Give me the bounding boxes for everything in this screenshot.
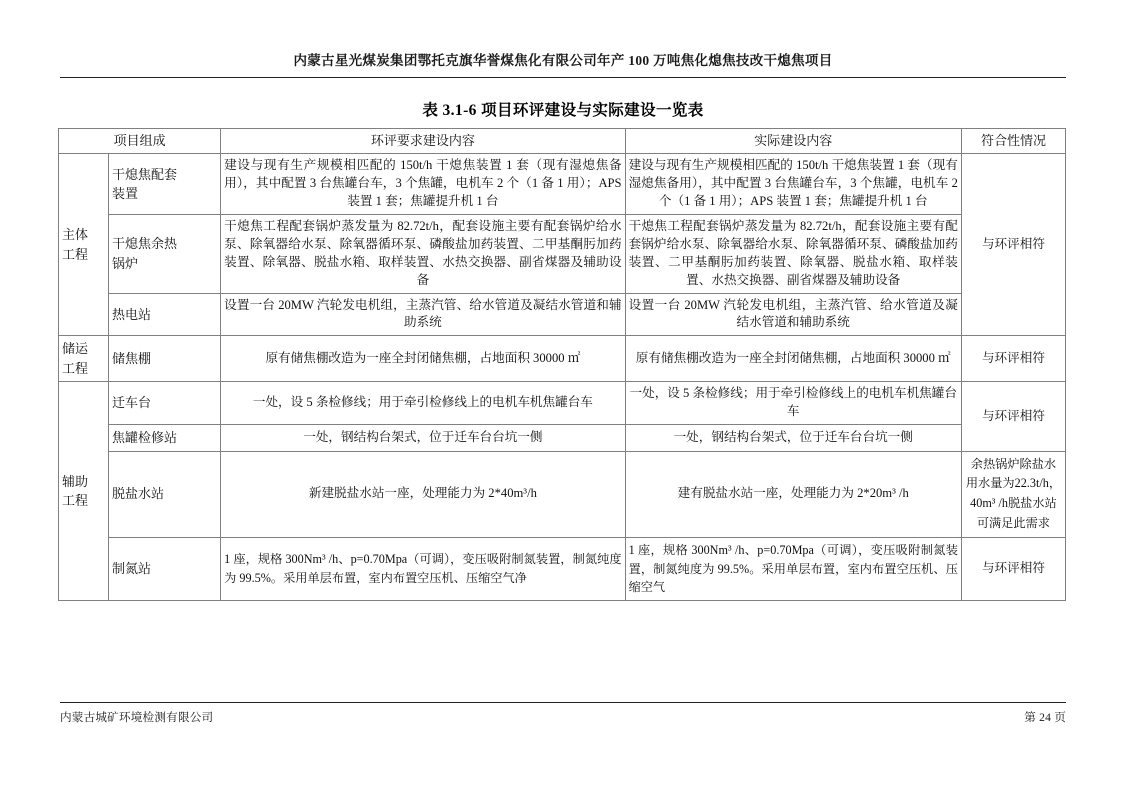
actual-content: 建有脱盐水站一座，处理能力为 2*20m³ /h <box>625 451 961 537</box>
actual-content: 一处，设 5 条检修线；用于牵引检修线上的电机车机焦罐台车 <box>625 382 961 425</box>
sub-label-transfer-car-platform: 迁车台 <box>109 382 221 425</box>
sub-label-cdq-auxiliary <box>109 154 221 215</box>
running-title: 内蒙古星光煤炭集团鄂托克旗华誉煤焦化有限公司年产 100 万吨焦化熄焦技改干熄焦项目 <box>293 53 833 68</box>
table-row <box>59 451 1066 537</box>
compliance-status: 与环评相符 <box>961 154 1065 336</box>
table-header <box>59 129 1066 154</box>
sub-label-nitrogen-station: 制氮站 <box>109 537 221 601</box>
column-header-compliance: 符合性情况 <box>961 129 1065 154</box>
sub-label-cdq-waste-heat-boiler <box>109 215 221 294</box>
page-footer <box>60 702 1066 725</box>
page-header <box>60 52 1066 78</box>
compliance-status: 与环评相符 <box>961 382 1065 451</box>
compliance-status: 余热锅炉除盐水用水量为22.3t/h，40m³ /h脱盐水站可满足此需求 <box>961 451 1065 537</box>
table-caption: 表 3.1-6 项目环评建设与实际建设一览表 <box>422 102 704 119</box>
group-label-line2: 工程 <box>62 246 89 262</box>
eia-content: 干熄焦工程配套锅炉蒸发量为 82.72t/h，配套设施主要有配套锅炉给水泵、除氧器给水泵、除氧器循环泵、磷酸盐加药装置、二甲基酮肟加药装置、除氧器、脱盐水箱、取样装置、水热交换器、副省煤器及辅助设备 <box>221 215 625 294</box>
table-row <box>59 215 1066 294</box>
construction-comparison-table <box>58 128 1066 601</box>
actual-content: 建设与现有生产规模相匹配的 150t/h 干熄焦装置 1 套（现有湿熄焦备用），其中配置 3 台焦罐台车，3 个焦罐，电机车 2 个（1 备 1 用）；APS 装置 1 套；焦罐提升机 1 台 <box>625 154 961 215</box>
group-label-line1: 辅助 <box>62 473 89 489</box>
table-row <box>59 336 1066 382</box>
sub-label-desalination-water-station: 脱盐水站 <box>109 451 221 537</box>
table-row <box>59 293 1066 336</box>
column-header-actual-construction: 实际建设内容 <box>625 129 961 154</box>
group-label-storage-transport-works <box>59 336 109 382</box>
group-label-main-works <box>59 154 109 336</box>
footer-content <box>60 709 1066 725</box>
header-divider <box>60 77 1066 78</box>
sub-label-thermal-power-station: 热电站 <box>109 293 221 336</box>
sub-label-coke-bucket-maintenance-station: 焦罐检修站 <box>109 425 221 452</box>
table-container <box>58 128 1066 601</box>
group-label-line1: 储运 <box>62 341 89 357</box>
table-row <box>59 154 1066 215</box>
eia-content: 建设与现有生产规模相匹配的 150t/h 干熄焦装置 1 套（现有湿熄焦备用），其中配置 3 台焦罐台车，3 个焦罐，电机车 2 个（1 备 1 用）；APS 装置 1 套；焦罐提升机 1 台 <box>221 154 625 215</box>
group-label-line2: 工程 <box>62 493 89 509</box>
sub-label-coke-storage-shed: 储焦棚 <box>109 336 221 382</box>
actual-content: 原有储焦棚改造为一座全封闭储焦棚，占地面积 30000 ㎡ <box>625 336 961 382</box>
table-row <box>59 537 1066 601</box>
footer-page-number: 第 24 页 <box>1024 711 1066 724</box>
footer-company-name: 内蒙古城矿环境检测有限公司 <box>60 711 214 724</box>
sub-label-line2: 锅炉 <box>112 255 139 271</box>
table-body <box>59 154 1066 601</box>
actual-content: 一处，钢结构台架式，位于迁车台台坑一侧 <box>625 425 961 452</box>
group-label-line1: 主体 <box>62 227 89 243</box>
eia-content: 原有储焦棚改造为一座全封闭储焦棚，占地面积 30000 ㎡ <box>221 336 625 382</box>
eia-content: 1 座，规格 300Nm³ /h、p=0.70Mpa（可调），变压吸附制氮装置，制氮纯度为 99.5%。采用单层布置，室内布置空压机、压缩空气净 <box>221 537 625 601</box>
column-header-project-composition: 项目组成 <box>59 129 221 154</box>
sub-label-line1: 干熄焦配套 <box>112 166 178 182</box>
eia-content: 设置一台 20MW 汽轮发电机组，主蒸汽管、给水管道及凝结水管道和辅助系统 <box>221 293 625 336</box>
eia-content: 新建脱盐水站一座，处理能力为 2*40m³/h <box>221 451 625 537</box>
table-row <box>59 425 1066 452</box>
sub-label-line1: 干熄焦余热 <box>112 236 178 252</box>
footer-divider <box>60 702 1066 703</box>
compliance-status: 与环评相符 <box>961 537 1065 601</box>
group-label-auxiliary-works <box>59 382 109 601</box>
compliance-status: 与环评相符 <box>961 336 1065 382</box>
column-header-eia-requirement: 环评要求建设内容 <box>221 129 625 154</box>
sub-label-line2: 装置 <box>112 186 139 202</box>
actual-content: 干熄焦工程配套锅炉蒸发量为 82.72t/h，配套设施主要有配套锅炉给水泵、除氧器给水泵、除氧器循环泵、磷酸盐加药装置、二甲基酮肟加药装置、除氧器、脱盐水箱、取样装置、水热交换器、副省煤器及辅助设备 <box>625 215 961 294</box>
group-label-line2: 工程 <box>62 360 89 376</box>
actual-content: 设置一台 20MW 汽轮发电机组，主蒸汽管、给水管道及凝结水管道和辅助系统 <box>625 293 961 336</box>
eia-content: 一处，钢结构台架式，位于迁车台台坑一侧 <box>221 425 625 452</box>
actual-content: 1 座，规格 300Nm³ /h、p=0.70Mpa（可调），变压吸附制氮装置，制氮纯度为 99.5%。采用单层布置，室内布置空压机、压缩空气 <box>625 537 961 601</box>
table-row <box>59 382 1066 425</box>
table-header-row <box>59 129 1066 154</box>
eia-content: 一处，设 5 条检修线；用于牵引检修线上的电机车机焦罐台车 <box>221 382 625 425</box>
